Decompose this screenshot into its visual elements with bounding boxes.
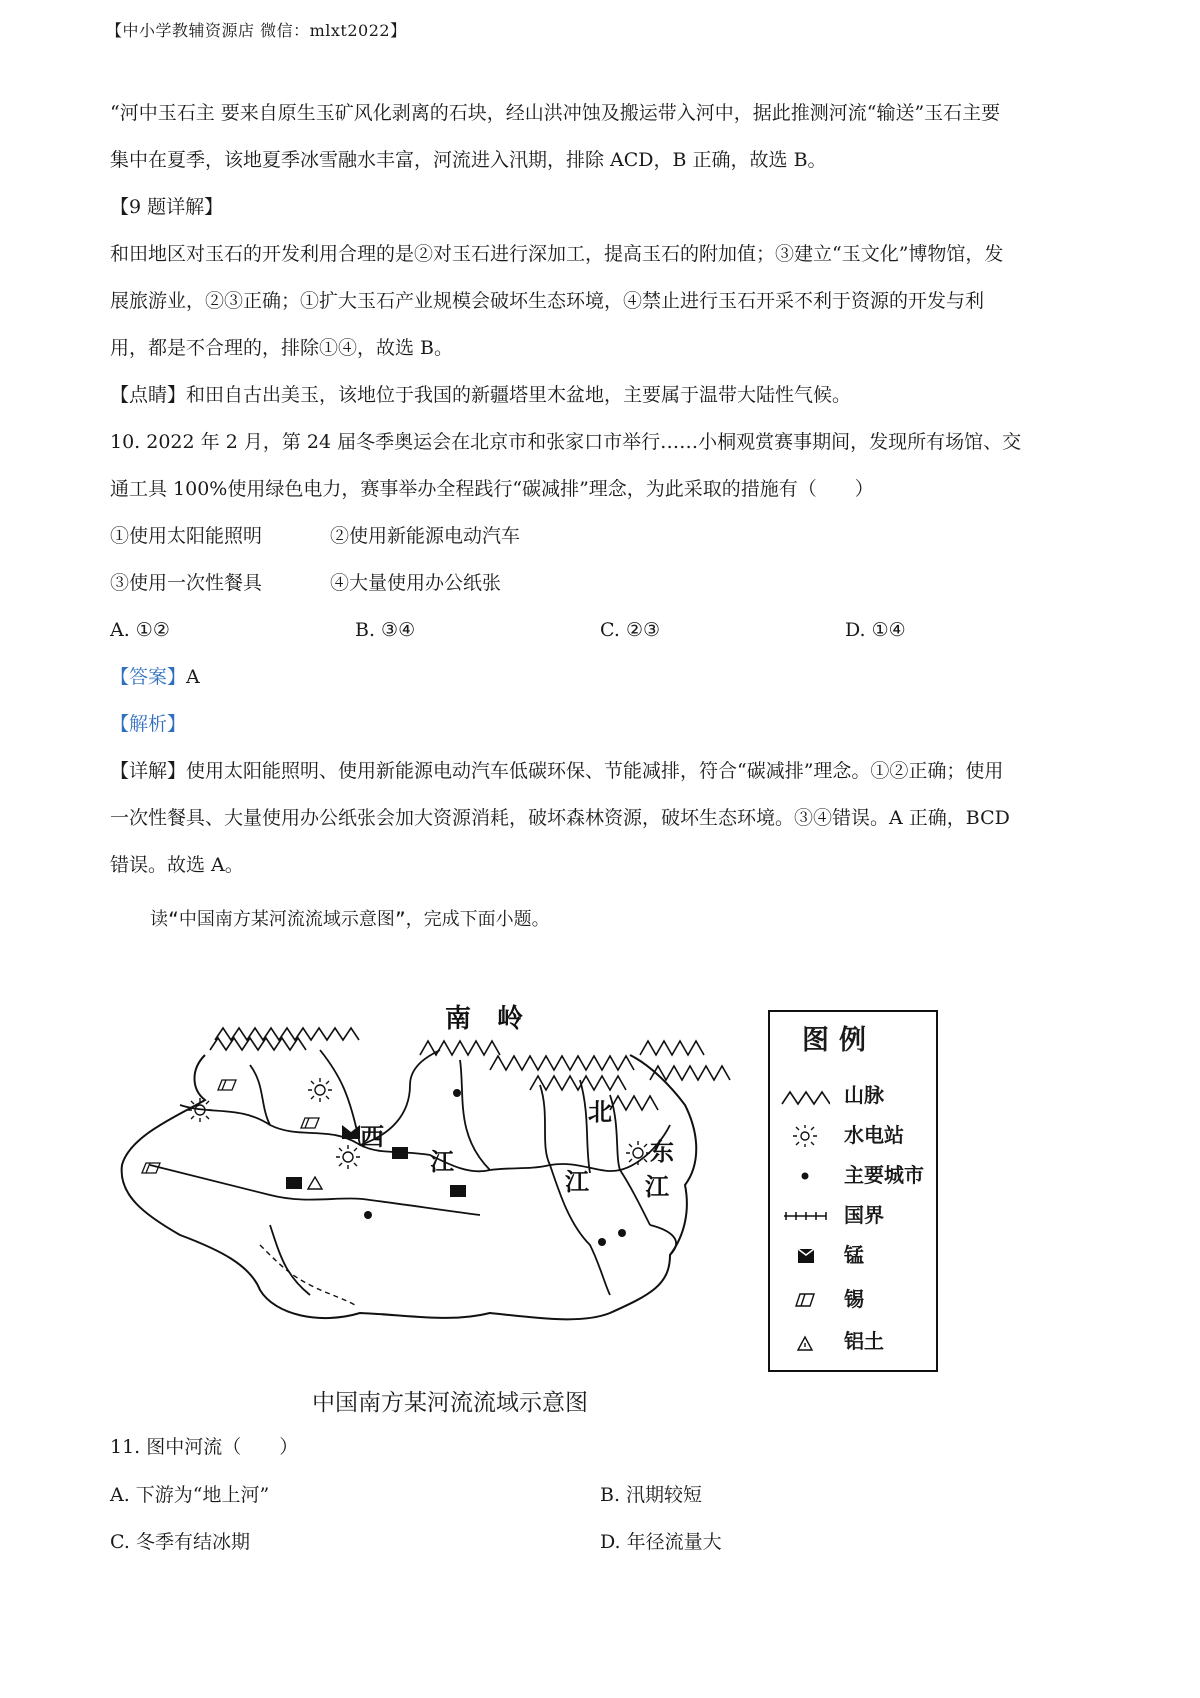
q11-stem: 11. 图中河流（ ）	[110, 1436, 299, 1458]
read-prompt: 读“中国南方某河流流域示意图”，完成下面小题。	[150, 909, 550, 930]
q11-option-b: B. 汛期较短	[600, 1484, 703, 1506]
legend-item	[776, 1240, 936, 1270]
legend-item	[776, 1326, 936, 1356]
legend-label: 国界	[844, 1203, 884, 1227]
q10-item: ①使用太阳能照明	[110, 525, 263, 547]
label-dong: 东	[650, 1138, 674, 1166]
label-xi: 西	[360, 1123, 384, 1151]
legend-label: 铝土	[844, 1329, 884, 1353]
legend-item	[776, 1160, 936, 1190]
legend-item	[776, 1120, 936, 1150]
hydropower-station-icon	[626, 1141, 650, 1165]
q10-option-d: D. ①④	[845, 619, 906, 641]
q10-stem: 通工具 100%使用绿色电力，赛事举办全程践行“碳减排”理念，为此采取的措施有（ ）	[110, 478, 874, 500]
map-caption: 中国南方某河流流域示意图	[312, 1390, 588, 1416]
q11-option-d: D. 年径流量大	[600, 1531, 722, 1553]
q10-item: ②使用新能源电动汽车	[330, 525, 521, 547]
q9-heading: 【9 题详解】	[110, 196, 224, 218]
q10-item: ④大量使用办公纸张	[330, 572, 502, 594]
q10-option-b: B. ③④	[355, 619, 416, 641]
q10-detail: 一次性餐具、大量使用办公纸张会加大资源消耗，破坏森林资源，破坏生态环境。③④错误。A 正确，BCD	[110, 807, 1010, 829]
q10-option-c: C. ②③	[600, 619, 661, 641]
hydropower-icon	[780, 1124, 830, 1148]
bauxite-icon	[780, 1330, 830, 1354]
q10-detail: 错误。故选 A。	[110, 854, 244, 876]
paragraph-line: 和田地区对玉石的开发利用合理的是②对玉石进行深加工，提高玉石的附加值；③建立“玉文化”博物馆，发	[110, 243, 1004, 265]
legend-label: 山脉	[844, 1083, 884, 1107]
border-icon	[780, 1204, 830, 1228]
paragraph-line: 展旅游业，②③正确；①扩大玉石产业规模会破坏生态环境，④禁止进行玉石开采不利于资源的开发与利	[110, 290, 985, 312]
legend-label: 锡	[844, 1287, 864, 1311]
river-basin-map	[110, 995, 770, 1355]
manganese-icon	[780, 1244, 830, 1268]
legend-item	[776, 1200, 936, 1230]
legend-label: 锰	[844, 1243, 864, 1267]
paragraph-line: 集中在夏季，该地夏季冰雪融水丰富，河流进入汛期，排除 ACD，B 正确，故选 B。	[110, 149, 827, 171]
paragraph-line: 用，都是不合理的，排除①④，故选 B。	[110, 337, 454, 359]
label-jiang-bei: 江	[565, 1168, 589, 1196]
bauxite-icon	[308, 1177, 322, 1189]
tin-icon	[142, 1080, 319, 1173]
national-border	[260, 1245, 355, 1305]
q10-option-a: A. ①②	[110, 619, 170, 641]
tin-icon	[780, 1288, 830, 1312]
legend-label: 主要城市	[844, 1163, 924, 1187]
label-jiang-dong: 江	[645, 1173, 669, 1201]
hydropower-station-icon	[308, 1078, 332, 1102]
analysis-tag: 【解析】	[110, 713, 187, 735]
legend-title: 图例	[802, 1025, 876, 1056]
q11-option-a: A. 下游为“地上河”	[110, 1484, 270, 1506]
q10-detail: 【详解】使用太阳能照明、使用新能源电动汽车低碳环保、节能减排，符合“碳减排”理念。①②正确；使用	[110, 760, 1004, 782]
city-dot-icon	[780, 1164, 830, 1188]
mountain-icon	[780, 1084, 830, 1108]
paragraph-line: “河中玉石主 要来自原生玉矿风化剥离的石块，经山洪冲蚀及搬运带入河中，据此推测河流“输送”玉石主要	[110, 102, 1001, 124]
q10-answer	[110, 662, 200, 692]
q10-item: ③使用一次性餐具	[110, 572, 263, 594]
map-legend	[768, 1010, 938, 1372]
page-header: 【中小学教辅资源店 微信：mlxt2022】	[106, 21, 407, 40]
legend-label: 水电站	[844, 1123, 904, 1147]
legend-item	[776, 1284, 936, 1314]
legend-item	[776, 1080, 936, 1110]
label-nanling: 南 岭	[445, 1004, 524, 1034]
q9-tip: 【点睛】和田自古出美玉，该地位于我国的新疆塔里木盆地，主要属于温带大陆性气候。	[110, 384, 852, 406]
hydropower-station-icon	[336, 1145, 360, 1169]
answer-value: A	[186, 666, 200, 688]
label-jiang-xi: 江	[430, 1148, 454, 1176]
answer-tag: 【答案】	[110, 666, 187, 688]
q10-stem: 10. 2022 年 2 月，第 24 届冬季奥运会在北京市和张家口市举行……小桐观赏赛事期间，发现所有场馆、交	[110, 431, 1022, 453]
label-bei: 北	[588, 1098, 612, 1126]
q11-option-c: C. 冬季有结冰期	[110, 1531, 250, 1553]
